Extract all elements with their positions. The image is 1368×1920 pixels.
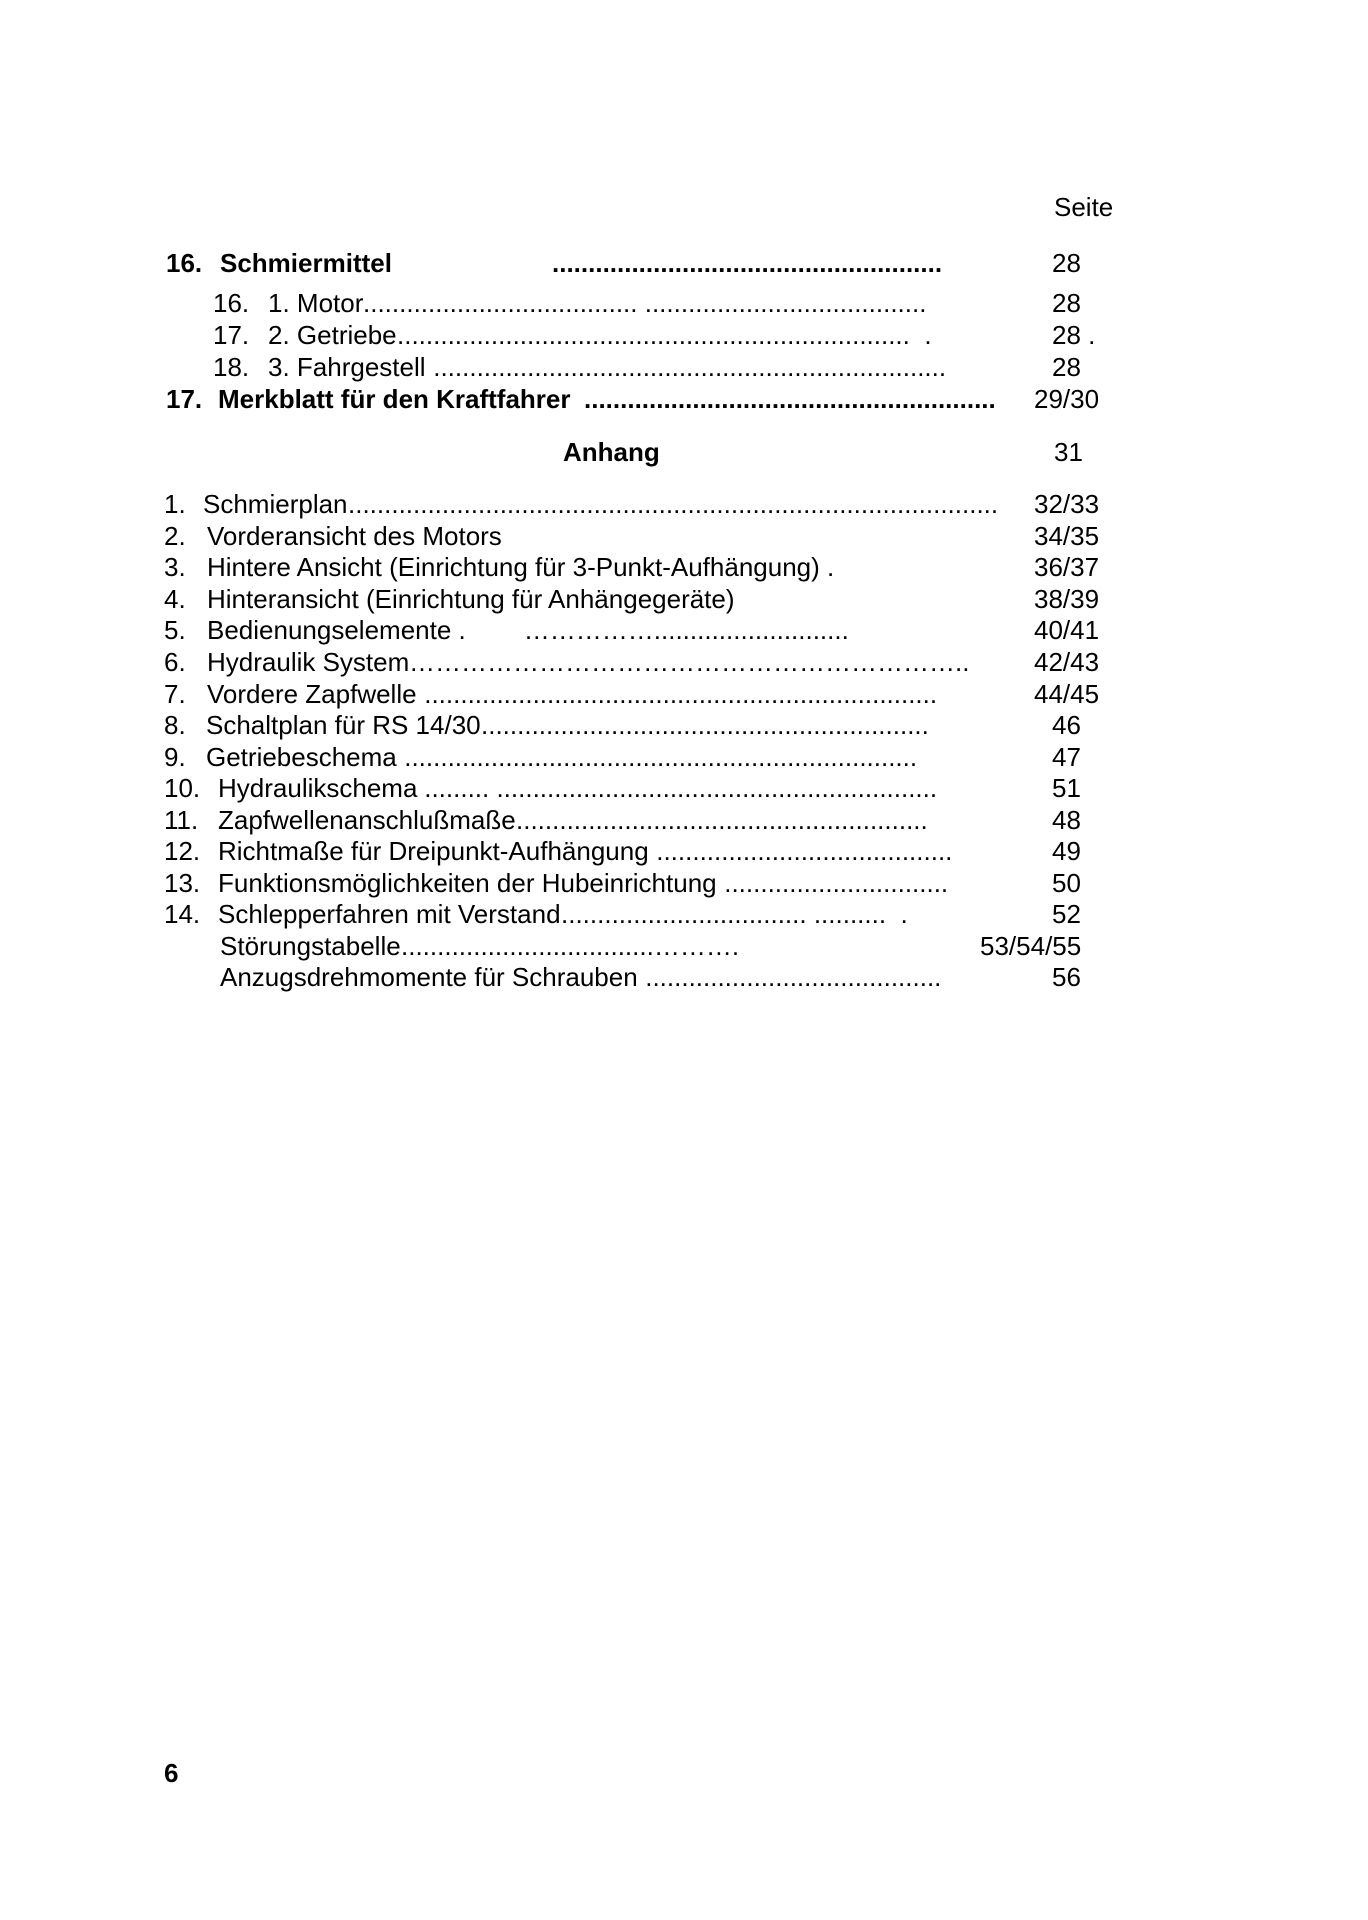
section-17-leader: ......................................................... xyxy=(584,384,996,414)
subitem-number: 17. xyxy=(213,320,250,350)
appendix-item-number: 7. xyxy=(164,679,186,709)
subitem-page: 28 xyxy=(1052,288,1081,318)
appendix-item-leader: .............................................................. xyxy=(481,710,929,740)
appendix-item-text: Schaltplan für RS 14/30 xyxy=(206,710,481,740)
appendix-item-number: 8. xyxy=(164,710,186,740)
subitem-number: 16. xyxy=(213,288,250,318)
appendix-item-page: 34/35 xyxy=(1034,521,1100,551)
appendix-item-leader: ...................................………. xyxy=(401,931,740,961)
appendix-item-number: 6. xyxy=(164,647,186,677)
appendix-item-number: 2. xyxy=(164,521,186,551)
section-17-page: 29/30 xyxy=(1034,384,1100,414)
appendix-item-page: 38/39 xyxy=(1034,584,1100,614)
appendix-item-number: 10. xyxy=(164,773,201,803)
appendix-item-number: 12. xyxy=(164,836,201,866)
appendix-item-text: Schmierplan xyxy=(203,489,348,519)
appendix-item-text: Hydraulik System xyxy=(207,647,410,677)
appendix-item-page: 32/33 xyxy=(1034,489,1100,519)
section-16-leader: ...................................................... xyxy=(552,248,943,278)
subitem-leader: ....................................................................... . xyxy=(397,320,932,350)
appendix-item-leader: ……………………………………………………….. xyxy=(409,647,970,677)
appendix-item-leader: ............................... xyxy=(717,868,949,898)
appendix-item-page: 52 xyxy=(1052,899,1081,929)
subitem-text: 1. Motor xyxy=(268,288,364,318)
appendix-item-leader: .................................. .......... . xyxy=(561,899,908,929)
appendix-item-text: Getriebeschema xyxy=(206,742,397,772)
footer-page-number: 6 xyxy=(164,1758,179,1788)
appendix-item-text: Anzugsdrehmomente für Schrauben xyxy=(220,962,638,992)
anhang-heading: Anhang xyxy=(563,437,660,467)
appendix-item-number: 11. xyxy=(164,805,199,835)
appendix-item-page: 53/54/55 xyxy=(980,931,1082,961)
appendix-item-page: 56 xyxy=(1052,962,1081,992)
appendix-item-leader: ......................................................... xyxy=(516,805,928,835)
appendix-item-text: Zapfwellenanschlußmaße xyxy=(218,805,516,835)
section-16-title: Schmiermittel xyxy=(220,248,392,278)
subitem-text: 3. Fahrgestell xyxy=(268,352,426,382)
appendix-item-leader: ……………........................... xyxy=(466,615,849,645)
appendix-item-page: 44/45 xyxy=(1034,679,1100,709)
appendix-item-page: 42/43 xyxy=(1034,647,1100,677)
subitem-leader: ....................................................................... xyxy=(426,352,947,382)
subitem-page: 28 . xyxy=(1052,320,1096,350)
section-16-number: 16. xyxy=(166,248,203,278)
appendix-item-leader: ......... ............................................................. xyxy=(417,773,938,803)
seite-header: Seite xyxy=(1054,192,1114,222)
subitem-leader: ...................................... ....................................... xyxy=(363,288,927,318)
appendix-item-text: Vorderansicht des Motors xyxy=(207,521,502,551)
subitem-text: 2. Getriebe xyxy=(268,320,397,350)
appendix-item-leader: .......................................................................................... xyxy=(348,489,999,519)
appendix-item-leader: ....................................................................... xyxy=(397,742,918,772)
appendix-item-text: Hinteransicht (Einrichtung für Anhängegeräte) xyxy=(207,584,735,614)
subitem-page: 28 xyxy=(1052,352,1081,382)
appendix-item-leader: ....................................................................... xyxy=(417,679,938,709)
appendix-item-number: 3. xyxy=(164,552,186,582)
appendix-item-leader: ......................................... xyxy=(649,836,953,866)
appendix-item-text: Funktionsmöglichkeiten der Hubeinrichtung xyxy=(218,868,717,898)
appendix-item-text: Richtmaße für Dreipunkt-Aufhängung xyxy=(218,836,649,866)
subitem-number: 18. xyxy=(213,352,250,382)
section-17-number: 17. xyxy=(166,384,203,414)
appendix-item-page: 40/41 xyxy=(1034,615,1100,645)
appendix-item-number: 14. xyxy=(164,899,201,929)
appendix-item-number: 5. xyxy=(164,615,186,645)
appendix-item-page: 47 xyxy=(1052,742,1081,772)
section-17-title: Merkblatt für den Kraftfahrer xyxy=(218,384,571,414)
appendix-item-number: 4. xyxy=(164,584,186,614)
appendix-item-text: Vordere Zapfwelle xyxy=(207,679,417,709)
appendix-item-number: 1. xyxy=(164,489,186,519)
appendix-item-text: Schlepperfahren mit Verstand xyxy=(218,899,561,929)
appendix-item-text: Hydraulikschema xyxy=(218,773,418,803)
appendix-item-page: 48 xyxy=(1052,805,1081,835)
appendix-item-text: Störungstabelle xyxy=(220,931,401,961)
appendix-item-leader: ......................................... xyxy=(638,962,942,992)
appendix-item-number: 9. xyxy=(164,742,186,772)
appendix-item-page: 36/37 xyxy=(1034,552,1100,582)
appendix-item-text: Bedienungselemente . xyxy=(207,615,466,645)
appendix-item-number: 13. xyxy=(164,868,201,898)
anhang-page: 31 xyxy=(1054,437,1083,467)
appendix-item-page: 51 xyxy=(1052,773,1081,803)
section-16-page: 28 xyxy=(1052,248,1081,278)
appendix-item-page: 49 xyxy=(1052,836,1081,866)
appendix-item-page: 50 xyxy=(1052,868,1081,898)
appendix-item-page: 46 xyxy=(1052,710,1081,740)
appendix-item-text: Hintere Ansicht (Einrichtung für 3-Punkt-Aufhängung) . xyxy=(207,552,835,582)
